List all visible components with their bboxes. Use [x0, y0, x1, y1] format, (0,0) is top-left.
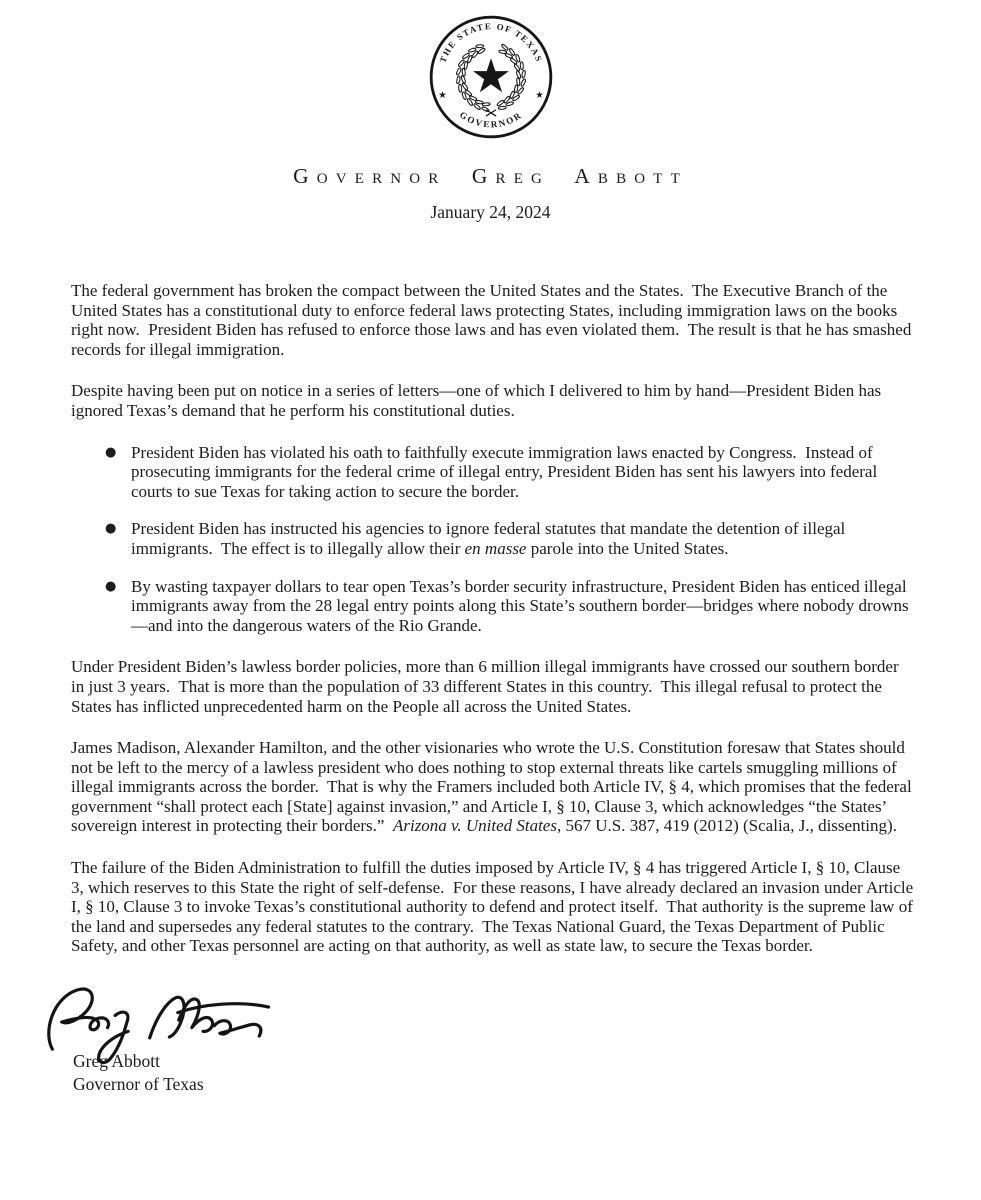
- seal-top-text: THE STATE OF TEXAS: [437, 20, 544, 64]
- letter-date: January 24, 2024: [430, 202, 551, 222]
- bullet-item: [105, 443, 914, 502]
- bullet-marker-icon: ●: [105, 444, 117, 460]
- letter-body: [71, 281, 918, 956]
- paragraph: [71, 738, 914, 836]
- body-text: President Biden has instructed his agencies to ignore federal statutes that mandate the detention of illegal immigrants. The effect is to illegally allow their: [131, 519, 850, 558]
- body-text: Under President Biden’s lawless border policies, more than 6 million illegal immigrants have crossed our southern border in just 3 years. That is more than the population of 33 different States in this country. This illegal refusal to protect the States has inflicted unprecedented harm on the People all across the United States.: [71, 657, 903, 716]
- body-text: By wasting taxpayer dollars to tear open Texas’s border security infrastructure, President Biden has enticed illegal immigrants away from the 28 legal entry points along this State’s southern border—bridges where nobody drowns—and into the dangerous waters of the Rio Grande.: [131, 576, 911, 635]
- paragraph: [71, 858, 918, 956]
- bullet-marker-icon: ●: [105, 578, 117, 594]
- seal-center-star-icon: [473, 58, 509, 92]
- body-text: James Madison, Alexander Hamilton, and the other visionaries who wrote the U.S. Constitution foresaw that States should not be left to the mercy of a lawless president who does nothing to stop external threats like cartels smuggling millions of illegal immigrants across the border. That is why the Framers included both Article IV, § 4, which promises that the federal government “shall protect each [State] against invasion,” and Article I, § 10, Clause 3, which acknowledges “the States’ sovereign interest in protecting their borders.”: [71, 738, 916, 836]
- governor-seal-image: [428, 14, 554, 140]
- paragraph: [71, 281, 914, 359]
- governor-seal: [428, 14, 554, 140]
- seal-left-star-icon: ★: [437, 89, 447, 101]
- signature-block: [40, 978, 981, 1096]
- paragraph: [71, 381, 914, 420]
- bullet-item: [105, 577, 914, 636]
- signatory-title: Governor of Texas: [73, 1074, 204, 1095]
- seal-bottom-text: GOVERNOR: [457, 109, 524, 130]
- body-text: President Biden has violated his oath to faithfully execute immigration laws enacted by Congress. Instead of prosecuting immigrants for the federal crime of illegal entry, President Biden has sent his lawyers into federal courts to sue Texas for taking action to secure the border.: [131, 442, 882, 501]
- body-text: The federal government has broken the compact between the United States and the States. The Executive Branch of the United States has a constitutional duty to enforce federal laws protecting States, including immigration laws on the books right now. President Biden has refused to enforce those laws and has even violated them. The result is that he has smashed records for illegal immigration.: [71, 281, 916, 359]
- bullet-item: [105, 519, 914, 558]
- paragraph: [71, 657, 914, 716]
- italic-text: Arizona v. United States: [392, 816, 557, 836]
- bullet-marker-icon: ●: [105, 521, 117, 537]
- seal-right-star-icon: ★: [534, 89, 544, 101]
- bullet-list: [105, 443, 914, 636]
- body-text: , 567 U.S. 387, 419 (2012) (Scalia, J., dissenting).: [556, 816, 897, 836]
- signatory-name: Greg Abbott: [73, 1051, 161, 1072]
- letter-title: Governor Greg Abbott: [293, 164, 688, 188]
- body-text: parole into the United States.: [526, 538, 729, 558]
- italic-text: en masse: [464, 538, 527, 558]
- body-text: The failure of the Biden Administration to fulfill the duties imposed by Article IV, § 4 has triggered Article I, § 10, Clause 3, which reserves to this State the right of self-defense. For these reasons, I have already declared an invasion under Article I, § 10, Clause 3 to invoke Texas’s constitutional authority to defend and protect itself. That authority is the supreme law of the land and supersedes any federal statutes to the contrary. The Texas National Guard, the Texas Department of Public Safety, and other Texas personnel are acting on that authority, as well as state law, to secure the Texas border.: [71, 858, 918, 956]
- body-text: Despite having been put on notice in a series of letters—one of which I delivered to him by hand—President Biden has ignored Texas’s demand that he perform his constitutional duties.: [71, 381, 886, 420]
- seal-ribbon-knot: [485, 110, 495, 116]
